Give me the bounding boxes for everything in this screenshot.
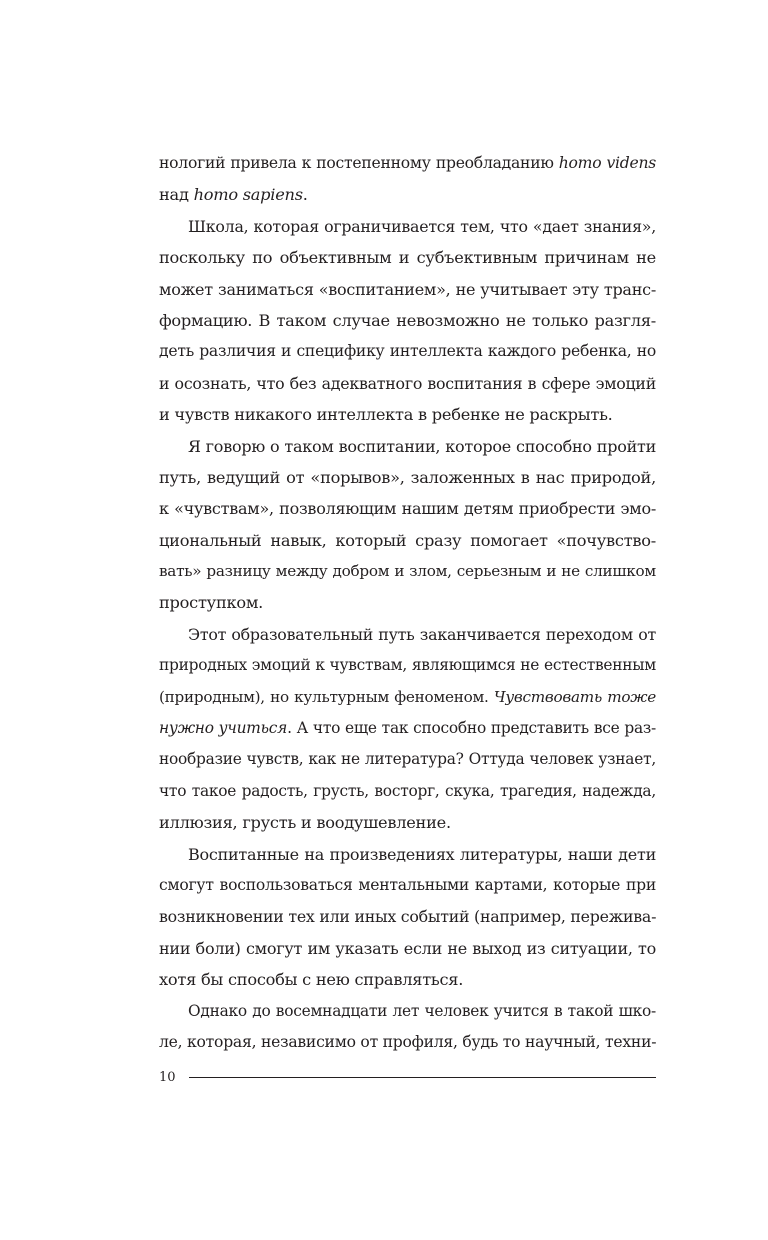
body-text bbox=[159, 148, 656, 1058]
text-line: иллюзия, грусть и воодушевление. bbox=[159, 813, 451, 833]
text-line: Воспитанные на произведениях литературы, наши дети bbox=[188, 844, 656, 864]
text-line: деть различия и специфику интеллекта каждого ребенка, но bbox=[159, 342, 656, 361]
text-line: путь, ведущий от «порывов», заложенных в нас природой, bbox=[159, 467, 656, 487]
text-line: смогут воспользоваться ментальными картами, которые при bbox=[159, 875, 656, 894]
text-line: к «чувствам», позволяющим нашим детям приобрести эмо- bbox=[159, 499, 656, 519]
text-line: Однако до восемнадцати лет человек учится в такой шко- bbox=[188, 1001, 656, 1020]
text-line: Школа, которая ограничивается тем, что «дает знания», bbox=[188, 216, 656, 236]
text-line: нужно учиться. А что еще так способно представить все раз- bbox=[159, 719, 656, 738]
text-line: циональный навык, который сразу помогает «почувство- bbox=[159, 530, 656, 550]
text-line: может заниматься «воспитанием», не учитывает эту транс- bbox=[159, 279, 656, 299]
text-line: (природным), но культурным феноменом. Чувствовать тоже bbox=[159, 687, 656, 706]
text-line: над homo sapiens. bbox=[159, 185, 308, 205]
text-line: вать» разницу между добром и злом, серьезным и не слишком bbox=[159, 562, 656, 581]
text-line: нологий привела к постепенному преобладанию homo videns bbox=[159, 154, 656, 172]
text-line: проступком. bbox=[159, 593, 264, 613]
footer-rule bbox=[189, 1077, 656, 1078]
text-line: формацию. В таком случае невозможно не только разгля- bbox=[159, 310, 656, 330]
text-line: Этот образовательный путь заканчивается переходом от bbox=[188, 624, 656, 644]
text-line: нии боли) смогут им указать если не выход из ситуации, то bbox=[159, 938, 656, 958]
text-line: возникновении тех или иных событий (например, пережива- bbox=[159, 907, 657, 927]
text-line: поскольку по объективным и субъективным причинам не bbox=[159, 248, 656, 268]
text-line: нообразие чувств, как не литература? Оттуда человек узнает, bbox=[159, 750, 656, 769]
text-line: Я говорю о таком воспитании, которое способно пройти bbox=[188, 436, 656, 456]
page-number: 10 bbox=[159, 1070, 176, 1085]
text-line: ле, которая, независимо от профиля, будь то научный, техни- bbox=[159, 1032, 657, 1051]
page-footer bbox=[159, 1068, 656, 1088]
text-line: и осознать, что без адекватного воспитания в сфере эмоций bbox=[159, 373, 656, 393]
text-line: природных эмоций к чувствам, являющимся не естественным bbox=[159, 656, 656, 675]
text-line: хотя бы способы с нею справляться. bbox=[159, 970, 464, 990]
text-line: что такое радость, грусть, восторг, скука, трагедия, надежда, bbox=[159, 781, 656, 800]
text-line: и чувств никакого интеллекта в ребенке не раскрыть. bbox=[159, 405, 613, 425]
